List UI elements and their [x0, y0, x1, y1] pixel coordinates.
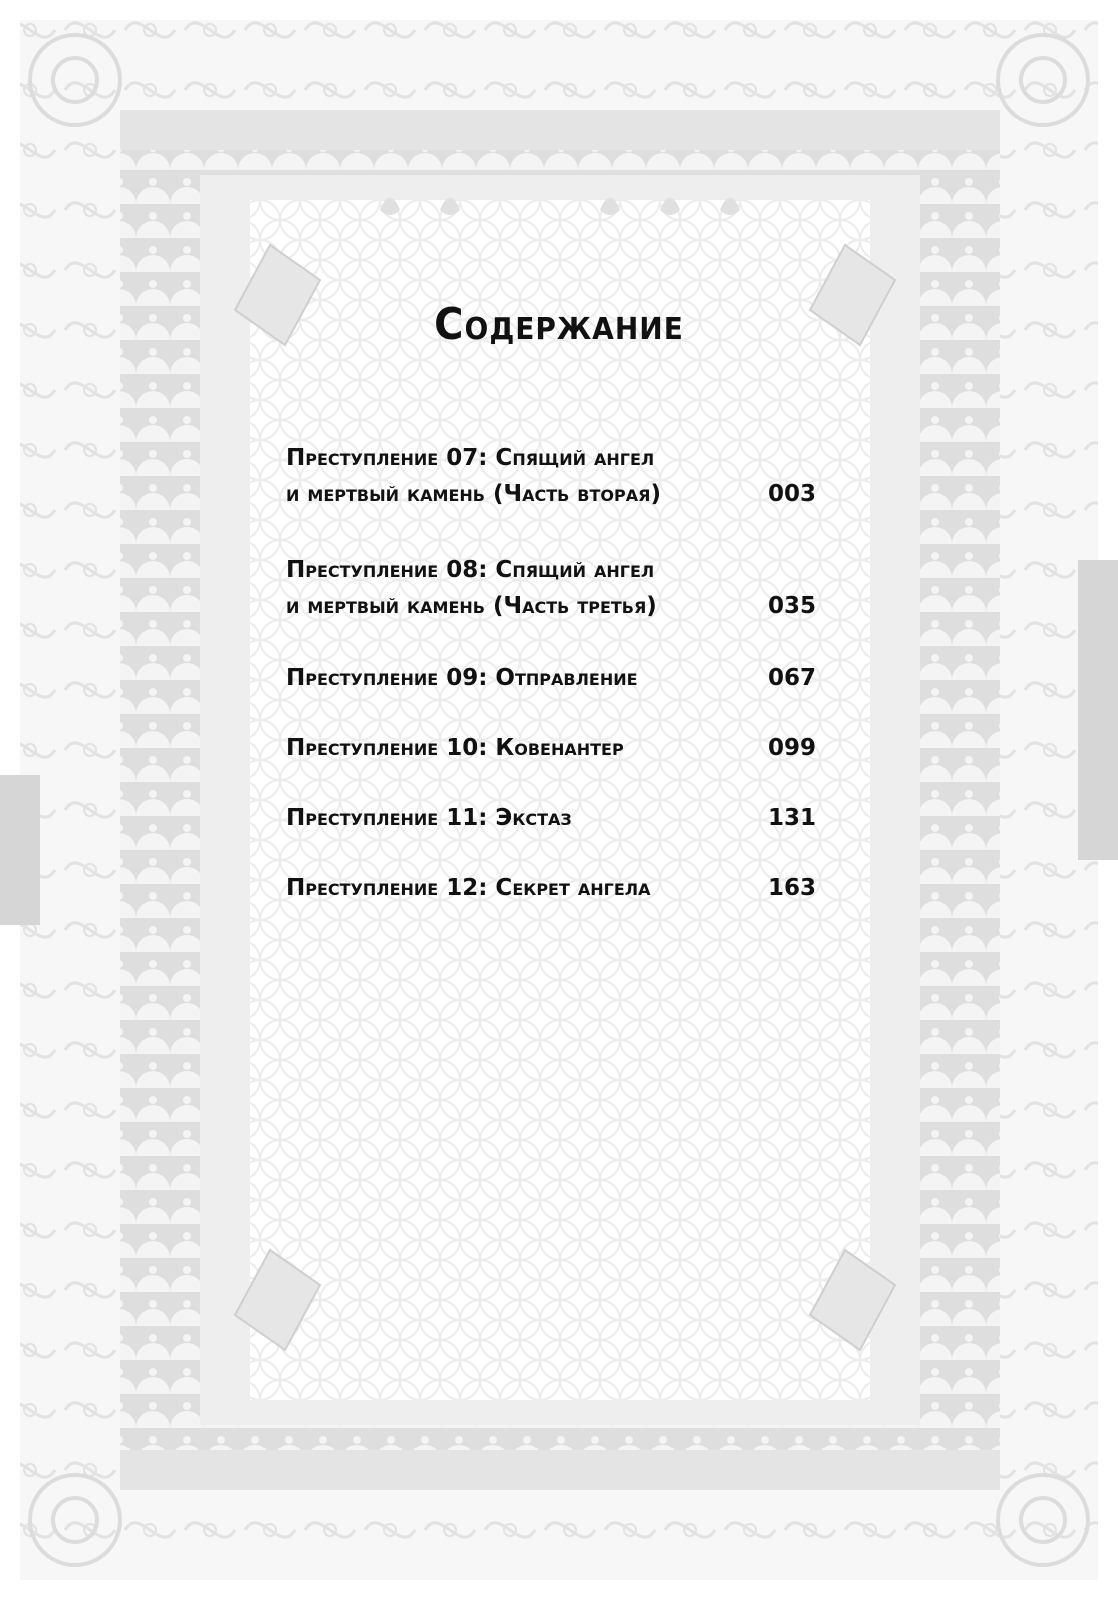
toc-entry[interactable]	[286, 440, 816, 512]
toc-entry[interactable]	[286, 552, 816, 624]
toc-entry[interactable]	[286, 660, 816, 696]
entry-title-line: и мертвый камень (Часть третья)	[286, 593, 657, 619]
entry-page-number: 131	[767, 805, 816, 831]
entry-title-line: Преступление 12: Секрет ангела	[286, 875, 651, 901]
entry-page-number: 099	[767, 735, 816, 761]
entry-title-line: Преступление 11: Экстаз	[286, 805, 572, 831]
entry-title-line: и мертвый камень (Часть вторая)	[286, 481, 661, 507]
entry-title-line: Преступление 09: Отправление	[286, 665, 638, 691]
entry-title-line: Преступление 07: Спящий ангел	[286, 445, 655, 471]
toc-entry[interactable]	[286, 730, 816, 766]
entry-page-number: 163	[767, 875, 816, 901]
entry-page-number: 067	[767, 665, 816, 691]
entry-title-line: Преступление 08: Спящий ангел	[286, 557, 655, 583]
page-title: Содержание	[434, 300, 684, 350]
toc-entry[interactable]	[286, 870, 816, 906]
entry-page-number: 035	[767, 593, 816, 619]
entry-title-line: Преступление 10: Ковенантер	[286, 735, 624, 761]
entry-page-number: 003	[767, 481, 816, 507]
toc-entry[interactable]	[286, 800, 816, 836]
